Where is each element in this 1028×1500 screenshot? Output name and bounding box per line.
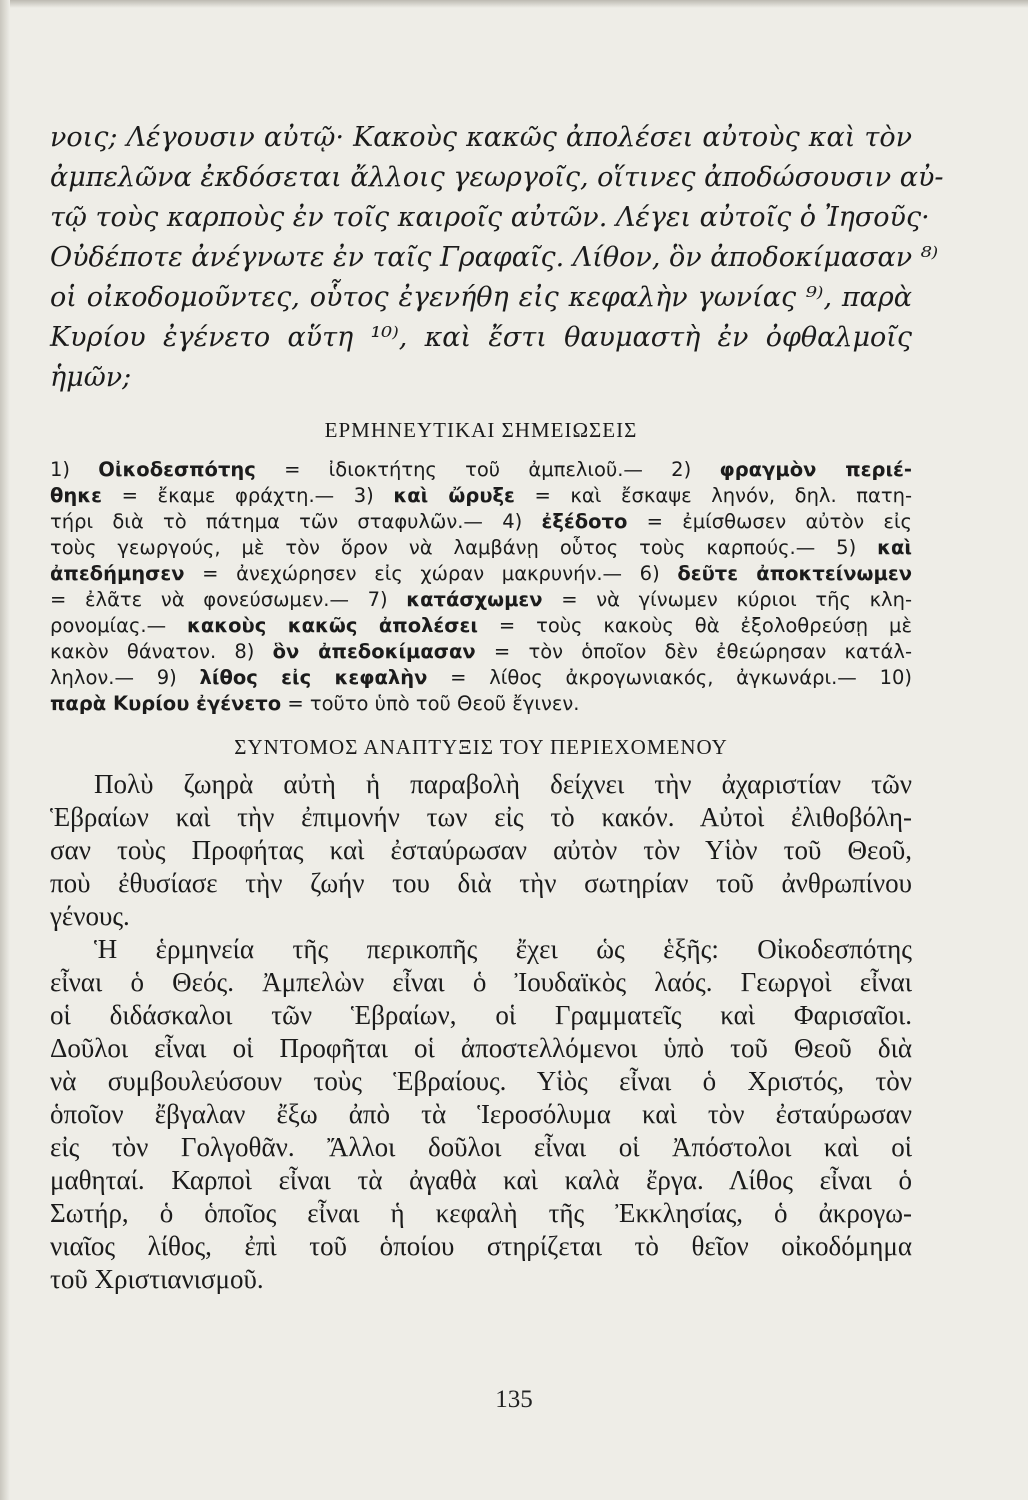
note-line — [50, 535, 912, 561]
note-text: τοὺς γεωργούς, μὲ τὸν ὅρον νὰ λαμβάνῃ οὗτος τοὺς καρπούς.— 5) — [50, 536, 878, 559]
note-term: καὶ ὤρυξε — [393, 484, 515, 507]
content-summary — [50, 768, 912, 1296]
passage-line: ἀμπελῶνα ἐκδόσεται ἄλλοις γεωργοῖς, οἵτινες ἀποδώσουσιν αὐ- — [50, 162, 944, 193]
note-line — [50, 483, 912, 509]
summary-line: εἰς τὸν Γολγοθᾶν. Ἄλλοι δοῦλοι εἶναι οἱ Ἀπόστολοι καὶ οἱ — [50, 1132, 912, 1162]
note-text: = ἀνεχώρησεν εἰς χώραν μακρυνήν.— 6) — [184, 562, 678, 585]
note-term: ὃν ἀπεδοκίμασαν — [272, 640, 476, 663]
summary-paragraph — [50, 933, 912, 1296]
note-text: = ἔκαμε φράχτη.— 3) — [102, 484, 394, 507]
page-binding-shadow — [0, 0, 10, 1500]
summary-line: Ἑβραίων καὶ τὴν ἐπιμονήν των εἰς τὸ κακόν. Αὐτοὶ ἐλιθοβόλη- — [50, 802, 912, 832]
summary-line: τοῦ Χριστιανισμοῦ. — [50, 1264, 264, 1294]
note-term: παρὰ Κυρίου ἐγένετο — [50, 692, 282, 715]
note-term: κακοὺς κακῶς ἀπολέσει — [187, 614, 478, 637]
passage-line: Κυρίου ἐγένετο αὕτη ¹⁰⁾, καὶ ἔστι θαυμαστὴ ἐν ὀφθαλμοῖς — [50, 322, 912, 353]
passage-line: οἱ οἰκοδομοῦντες, οὗτος ἐγενήθη εἰς κεφαλὴν γωνίας ⁹⁾, παρὰ — [50, 282, 912, 313]
summary-line: γένους. — [50, 901, 130, 931]
page-content — [50, 118, 944, 1296]
note-text: = ἐλᾶτε νὰ φονεύσωμεν.— 7) — [50, 588, 407, 611]
note-term: δεῦτε ἀποκτείνωμεν — [677, 562, 912, 585]
note-term: ἀπεδήμησεν — [50, 562, 185, 585]
note-text: 1) — [50, 458, 99, 481]
summary-line: σαν τοὺς Προφήτας καὶ ἐσταύρωσαν αὐτὸν τὸν Υἱὸν τοῦ Θεοῦ, — [50, 835, 912, 865]
passage-line: ἡμῶν; — [50, 362, 132, 393]
summary-line: οἱ διδάσκαλοι τῶν Ἑβραίων, οἱ Γραμματεῖς καὶ Φαρισαῖοι. — [50, 1000, 912, 1030]
summary-line: ὁποῖον ἔβγαλαν ἔξω ἀπὸ τὰ Ἱεροσόλυμα καὶ τὸν ἐσταύρωσαν — [50, 1099, 912, 1129]
summary-line: εἶναι ὁ Θεός. Ἀμπελὼν εἶναι ὁ Ἰουδαϊκὸς λαός. Γεωργοὶ εἶναι — [50, 967, 912, 997]
note-text: = ἰδιοκτήτης τοῦ ἀμπελιοῦ.— 2) — [255, 458, 720, 481]
note-term: φραγμὸν περιέ- — [719, 458, 912, 481]
page-top-shadow — [0, 0, 1028, 8]
note-text: = ἐμίσθωσεν αὐτὸν εἰς — [627, 510, 912, 533]
passage-line: νοις; Λέγουσιν αὐτῷ· Κακοὺς κακῶς ἀπολέσει αὐτοὺς καὶ τὸν — [50, 122, 912, 153]
summary-paragraph — [50, 768, 912, 933]
summary-line: νιαῖος λίθος, ἐπὶ τοῦ ὁποίου στηρίζεται τὸ θεῖον οἰκοδόμημα — [50, 1231, 912, 1261]
note-text: = καὶ ἔσκαψε ληνόν, δηλ. πατη- — [514, 484, 912, 507]
note-line — [50, 561, 912, 587]
note-line — [50, 509, 912, 535]
note-term: θηκε — [50, 484, 102, 507]
summary-line: Ἡ ἑρμηνεία τῆς περικοπῆς ἔχει ὡς ἑξῆς: Οἰκοδεσπότης — [94, 934, 912, 964]
note-line — [50, 691, 912, 717]
note-line — [50, 665, 912, 691]
note-text: ρονομίας.— — [50, 614, 188, 637]
summary-line: ποὺ ἐθυσίασε τὴν ζωήν του διὰ τὴν σωτηρίαν τοῦ ἀνθρωπίνου — [50, 868, 912, 898]
note-term: Οἰκοδεσπότης — [98, 458, 256, 481]
note-text: = τοῦτο ὑπὸ τοῦ Θεοῦ ἔγινεν. — [281, 692, 580, 715]
note-term: κατάσχωμεν — [406, 588, 543, 611]
passage-line: Οὐδέποτε ἀνέγνωτε ἐν ταῖς Γραφαῖς. Λίθον, ὃν ἀποδοκίμασαν ⁸⁾ — [50, 242, 939, 273]
note-line — [50, 587, 912, 613]
note-text: = τοὺς κακοὺς θὰ ἐξολοθρεύσῃ μὲ — [477, 614, 912, 637]
note-term: καὶ — [877, 536, 912, 559]
notes-heading: ΕΡΜΗΝΕΥΤΙΚΑΙ ΣΗΜΕΙΩΣΕΙΣ — [324, 418, 638, 442]
note-line — [50, 639, 912, 665]
note-text: ληλον.— 9) — [50, 666, 200, 689]
note-text: = τὸν ὁποῖον δὲν ἐθεώρησαν κατάλ- — [475, 640, 912, 663]
scripture-passage — [50, 118, 944, 398]
summary-line: μαθηταί. Καρποὶ εἶναι τὰ ἀγαθὰ καὶ καλὰ ἔργα. Λίθος εἶναι ὁ — [50, 1165, 912, 1195]
note-line — [50, 613, 912, 639]
summary-line: Σωτήρ, ὁ ὁποῖος εἶναι ἡ κεφαλὴ τῆς Ἐκκλησίας, ὁ ἀκρογω- — [50, 1198, 912, 1228]
note-text: κακὸν θάνατον. 8) — [50, 640, 273, 663]
note-text: τήρι διὰ τὸ πάτημα τῶν σταφυλῶν.— 4) — [50, 510, 542, 533]
note-line — [50, 457, 912, 483]
page-number: 135 — [495, 1386, 533, 1413]
explanatory-notes — [50, 457, 912, 717]
note-term: ἐξέδοτο — [541, 510, 628, 533]
summary-line: Πολὺ ζωηρὰ αὐτὴ ἡ παραβολὴ δείχνει τὴν ἀχαριστίαν τῶν — [94, 769, 912, 799]
note-text: = λίθος ἀκρογωνιακός, ἀγκωνάρι.— 10) — [427, 666, 912, 689]
passage-line: τῷ τοὺς καρποὺς ἐν τοῖς καιροῖς αὐτῶν. Λέγει αὐτοῖς ὁ Ἰησοῦς· — [50, 202, 930, 233]
summary-heading: ΣΥΝΤΟΜΟΣ ΑΝΑΠΤΥΞΙΣ ΤΟΥ ΠΕΡΙΕΧΟΜΕΝΟΥ — [234, 735, 728, 759]
note-text: = νὰ γίνωμεν κύριοι τῆς κλη- — [542, 588, 912, 611]
summary-line: νὰ συμβουλεύσουν τοὺς Ἑβραίους. Υἱὸς εἶναι ὁ Χριστός, τὸν — [50, 1066, 912, 1096]
summary-line: Δοῦλοι εἶναι οἱ Προφῆται οἱ ἀποστελλόμενοι ὑπὸ τοῦ Θεοῦ διὰ — [50, 1033, 912, 1063]
note-term: λίθος εἰς κεφαλὴν — [199, 666, 428, 689]
